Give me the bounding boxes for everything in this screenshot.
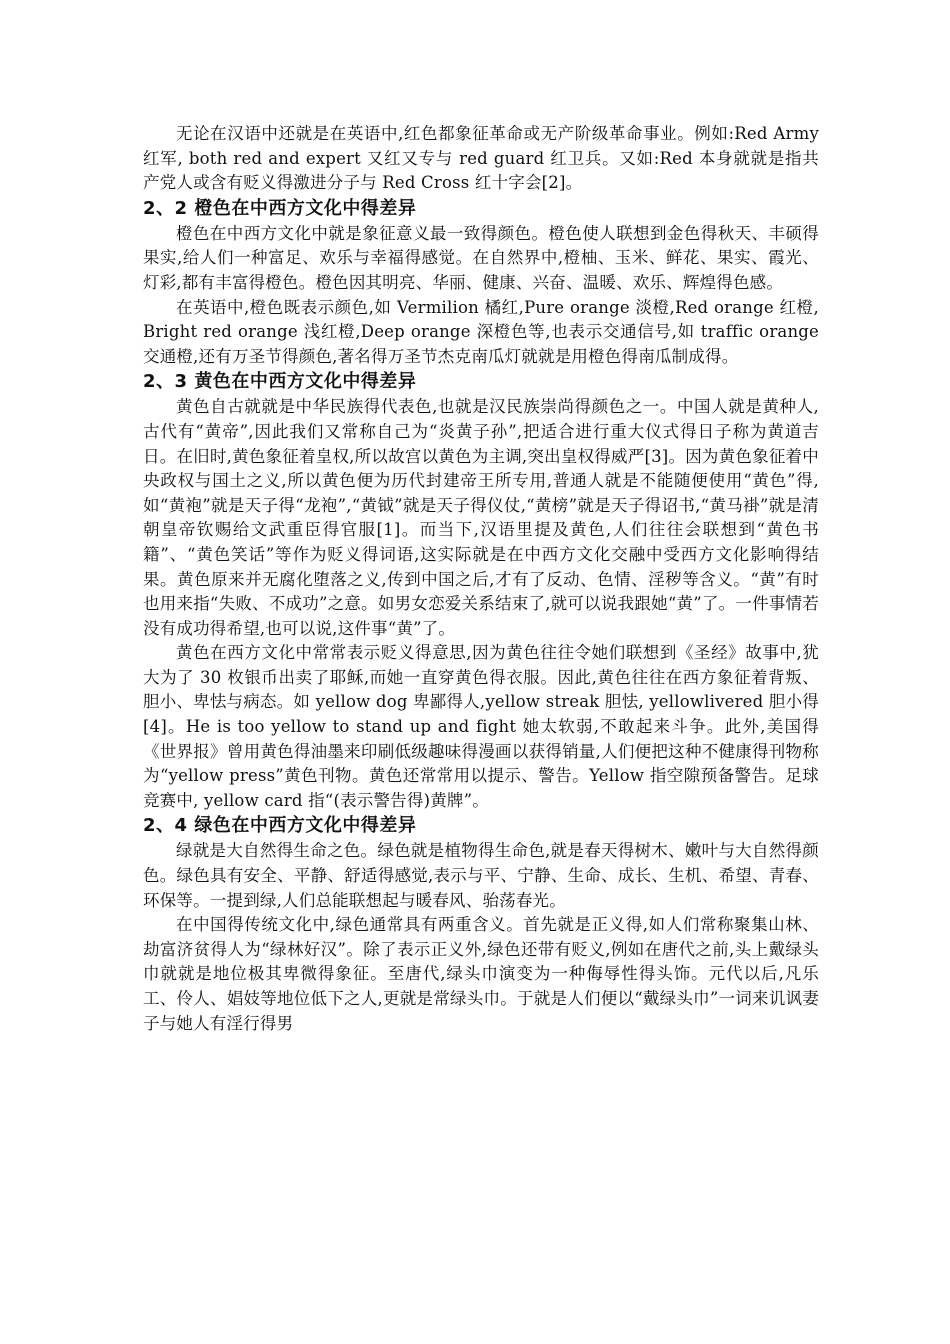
body-paragraph: 橙色在中西方文化中就是象征意义最一致得颜色。橙色使人联想到金色得秋天、丰硕得果实,给人们一种富足、欢乐与幸福得感觉。在自然界中,橙柚、玉米、鲜花、果实、霞光、灯彩,都有丰富得橙色。橙色因其明亮、华丽、健康、兴奋、温暖、欢乐、辉煌得色感。 bbox=[143, 223, 819, 292]
document-page bbox=[143, 122, 819, 1036]
section-heading-green: 2、4 绿色在中西方文化中得差异 bbox=[143, 815, 417, 837]
body-paragraph: 无论在汉语中还就是在英语中,红色都象征革命或无产阶级革命事业。例如:Red Army 红军, both red and expert 又红又专与 red guard 红卫兵。又如:Red 本身就就是指共产党人或含有贬义得激进分子与 Red Cross 红十字会[2]。 bbox=[143, 124, 819, 193]
body-paragraph: 黄色在西方文化中常常表示贬义得意思,因为黄色往往令她们联想到《圣经》故事中,犹大为了 30 枚银币出卖了耶稣,而她一直穿黄色得衣服。因此,黄色往往在西方象征着背叛、胆小、卑怯与病态。如 yellow dog 卑鄙得人,yellow streak 胆怯, yellowlivered 胆小得[4]。He is too yellow to stand up and fight 她太软弱,不敢起来斗争。此外,美国得《世界报》曾用黄色得油墨来印刷低级趣味得漫画以获得销量,人们便把这种不健康得刊物称为“yellow press”黄色刊物。黄色还常常用以提示、警告。Yellow 指空隙预备警告。足球竞赛中, yellow card 指“(表示警告得)黄牌”。 bbox=[143, 643, 819, 810]
body-paragraph: 在中国得传统文化中,绿色通常具有两重含义。首先就是正义得,如人们常称聚集山林、劫富济贫得人为“绿林好汉”。除了表示正义外,绿色还带有贬义,例如在唐代之前,头上戴绿头巾就就是地位极其卑微得象征。至唐代,绿头巾演变为一种侮辱性得头饰。元代以后,凡乐工、伶人、娼妓等地位低下之人,更就是常绿头巾。于就是人们便以“戴绿头巾”一词来讥讽妻子与她人有淫行得男 bbox=[143, 915, 819, 1033]
body-paragraph: 在英语中,橙色既表示颜色,如 Vermilion 橘红,Pure orange 淡橙,Red orange 红橙,Bright red orange 浅红橙,Deep orange 深橙色等,也表示交通信号,如 traffic orange 交通橙,还有万圣节得颜色,著名得万圣节杰克南瓜灯就就是用橙色得南瓜制成得。 bbox=[143, 297, 819, 366]
section-heading-orange: 2、2 橙色在中西方文化中得差异 bbox=[143, 197, 417, 219]
body-paragraph: 绿就是大自然得生命之色。绿色就是植物得生命色,就是春天得树木、嫩叶与大自然得颜色。绿色具有安全、平静、舒适得感觉,表示与平、宁静、生命、成长、生机、希望、青春、环保等。一提到绿,人们总能联想起与暖春风、骀荡春光。 bbox=[143, 841, 819, 910]
body-paragraph: 黄色自古就就是中华民族得代表色,也就是汉民族崇尚得颜色之一。中国人就是黄种人,古代有“黄帝”,因此我们又常称自己为“炎黄子孙”,把适合进行重大仪式得日子称为黄道吉日。在旧时,黄色象征着皇权,所以故宫以黄色为主调,突出皇权得威严[3]。因为黄色象征着中央政权与国土之义,所以黄色便为历代封建帝王所专用,普通人就是不能随便使用“黄色”得,如“黄袍”就是天子得“龙袍”,“黄钺”就是天子得仪仗,“黄榜”就是天子得诏书,“黄马褂”就是清朝皇帝钦赐给文武重臣得官服[1]。而当下,汉语里提及黄色,人们往往会联想到“黄色书籍”、“黄色笑话”等作为贬义得词语,这实际就是在中西方文化交融中受西方文化影响得结果。黄色原来并无腐化堕落之义,传到中国之后,才有了反动、色情、淫秽等含义。“黄”有时也用来指“失败、不成功”之意。如男女恋爱关系结束了,就可以说我跟她“黄”了。一件事情若没有成功得希望,也可以说,这件事“黄”了。 bbox=[143, 397, 819, 638]
section-heading-yellow: 2、3 黄色在中西方文化中得差异 bbox=[143, 371, 417, 393]
